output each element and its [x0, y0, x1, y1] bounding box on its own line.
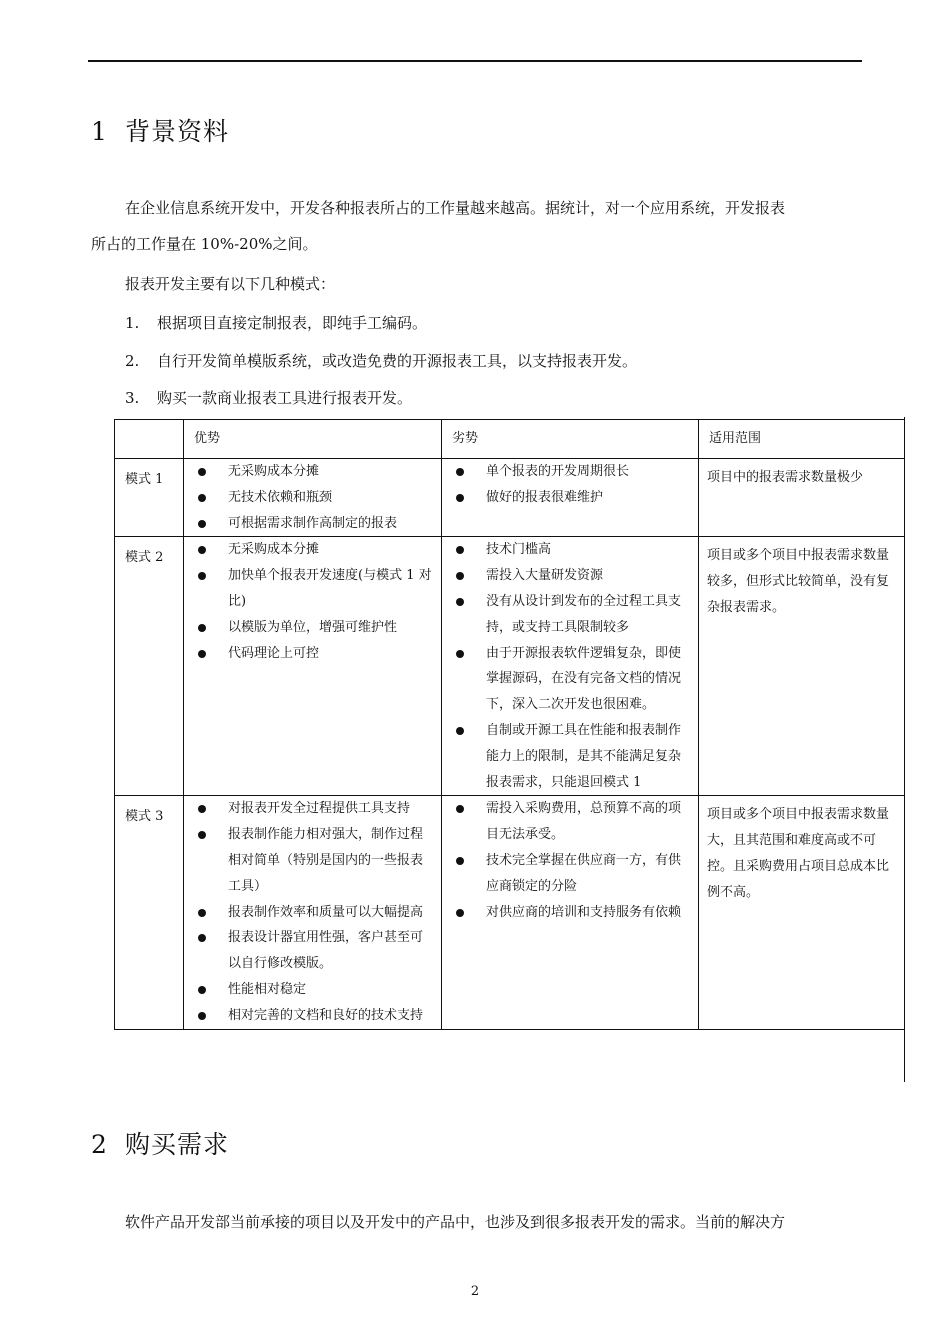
list-item: 由于开源报表软件逻辑复杂，即使掌握源码，在没有完备文档的情况下，深入二次开发也很困难。	[448, 641, 692, 718]
list-item: 可根据需求制作高制定的报表	[190, 511, 435, 537]
list-item: 报表设计器宜用性强，客户甚至可以自行修改模版。	[190, 925, 435, 977]
list-item: 技术门槛高	[448, 537, 692, 563]
scope-cell: 项目或多个项目中报表需求数量大，且其范围和难度高或不可控。且采购费用占项目总成本比例不高。	[699, 796, 905, 1029]
list-item: 技术完全掌握在供应商一方，有供应商锁定的分险	[448, 848, 692, 900]
section-number: 2	[91, 1130, 108, 1159]
table-row	[115, 537, 905, 796]
cons-cell	[442, 796, 699, 1029]
mode-cell: 模式 1	[115, 459, 184, 537]
scope-cell: 项目或多个项目中报表需求数量较多，但形式比较简单，没有复杂报表需求。	[699, 537, 905, 796]
list-item: 需投入大量研发资源	[448, 563, 692, 589]
modes-intro: 报表开发主要有以下几种模式：	[125, 275, 336, 293]
list-item: 无采购成本分摊	[190, 459, 435, 485]
list-item: 做好的报表很难维护	[448, 485, 692, 511]
pros-cell	[184, 796, 442, 1029]
list-item: 没有从设计到发布的全过程工具支持，或支持工具限制较多	[448, 589, 692, 641]
list-item: 报表制作效率和质量可以大幅提高	[190, 900, 435, 926]
list-item: 单个报表的开发周期很长	[448, 459, 692, 485]
cons-cell	[442, 537, 699, 796]
section2-paragraph: 软件产品开发部当前承接的项目以及开发中的产品中，也涉及到很多报表开发的需求。当前的解决方	[125, 1213, 786, 1231]
list-item: 性能相对稳定	[190, 977, 435, 1003]
list-item: 需投入采购费用，总预算不高的项目无法承受。	[448, 796, 692, 848]
list-item: 报表制作能力相对强大，制作过程相对简单（特别是国内的一些报表工具）	[190, 822, 435, 899]
header-rule	[88, 60, 862, 62]
pros-cell	[184, 459, 442, 537]
mode-cell: 模式 2	[115, 537, 184, 796]
table-right-edge	[904, 417, 905, 1082]
intro-line-2: 所占的工作量在 10%-20%之间。	[91, 235, 318, 253]
list-item: 无技术依赖和瓶颈	[190, 485, 435, 511]
pros-cell	[184, 537, 442, 796]
intro-paragraph	[91, 190, 865, 262]
section-heading-background	[91, 116, 229, 148]
header-cell-empty	[115, 420, 184, 459]
list-item: 代码理论上可控	[190, 641, 435, 667]
list-item: 1. 根据项目直接定制报表，即纯手工编码。	[125, 314, 428, 332]
list-item: 3. 购买一款商业报表工具进行报表开发。	[125, 389, 413, 407]
section-title: 购买需求	[125, 1130, 230, 1159]
table-row	[115, 796, 905, 1029]
section-number: 1	[91, 117, 108, 146]
list-item: 加快单个报表开发速度(与模式 1 对比)	[190, 563, 435, 615]
list-item: 自制或开源工具在性能和报表制作能力上的限制，是其不能满足复杂报表需求，只能退回模式 1	[448, 718, 692, 795]
cons-cell	[442, 459, 699, 537]
comparison-table	[114, 419, 905, 1030]
table-header-row	[115, 420, 905, 459]
intro-line-1: 在企业信息系统开发中，开发各种报表所占的工作量越来越高。据统计，对一个应用系统，开发报表	[125, 199, 786, 217]
page-number: 2	[470, 1284, 480, 1299]
list-item: 以模版为单位，增强可维护性	[190, 615, 435, 641]
modes-list	[125, 305, 637, 418]
list-item: 对报表开发全过程提供工具支持	[190, 796, 435, 822]
scope-cell: 项目中的报表需求数量极少	[699, 459, 905, 537]
list-item: 对供应商的培训和支持服务有依赖	[448, 900, 692, 926]
mode-cell: 模式 3	[115, 796, 184, 1029]
section-heading-purchase	[91, 1129, 229, 1161]
header-cell-pros: 优势	[184, 420, 442, 459]
table-row	[115, 459, 905, 537]
list-item: 无采购成本分摊	[190, 537, 435, 563]
list-item: 相对完善的文档和良好的技术支持	[190, 1003, 435, 1029]
section-title: 背景资料	[125, 117, 230, 146]
header-cell-scope: 适用范围	[699, 420, 905, 459]
list-item: 2. 自行开发简单模版系统，或改造免费的开源报表工具，以支持报表开发。	[125, 351, 638, 370]
header-cell-cons: 劣势	[442, 420, 699, 459]
